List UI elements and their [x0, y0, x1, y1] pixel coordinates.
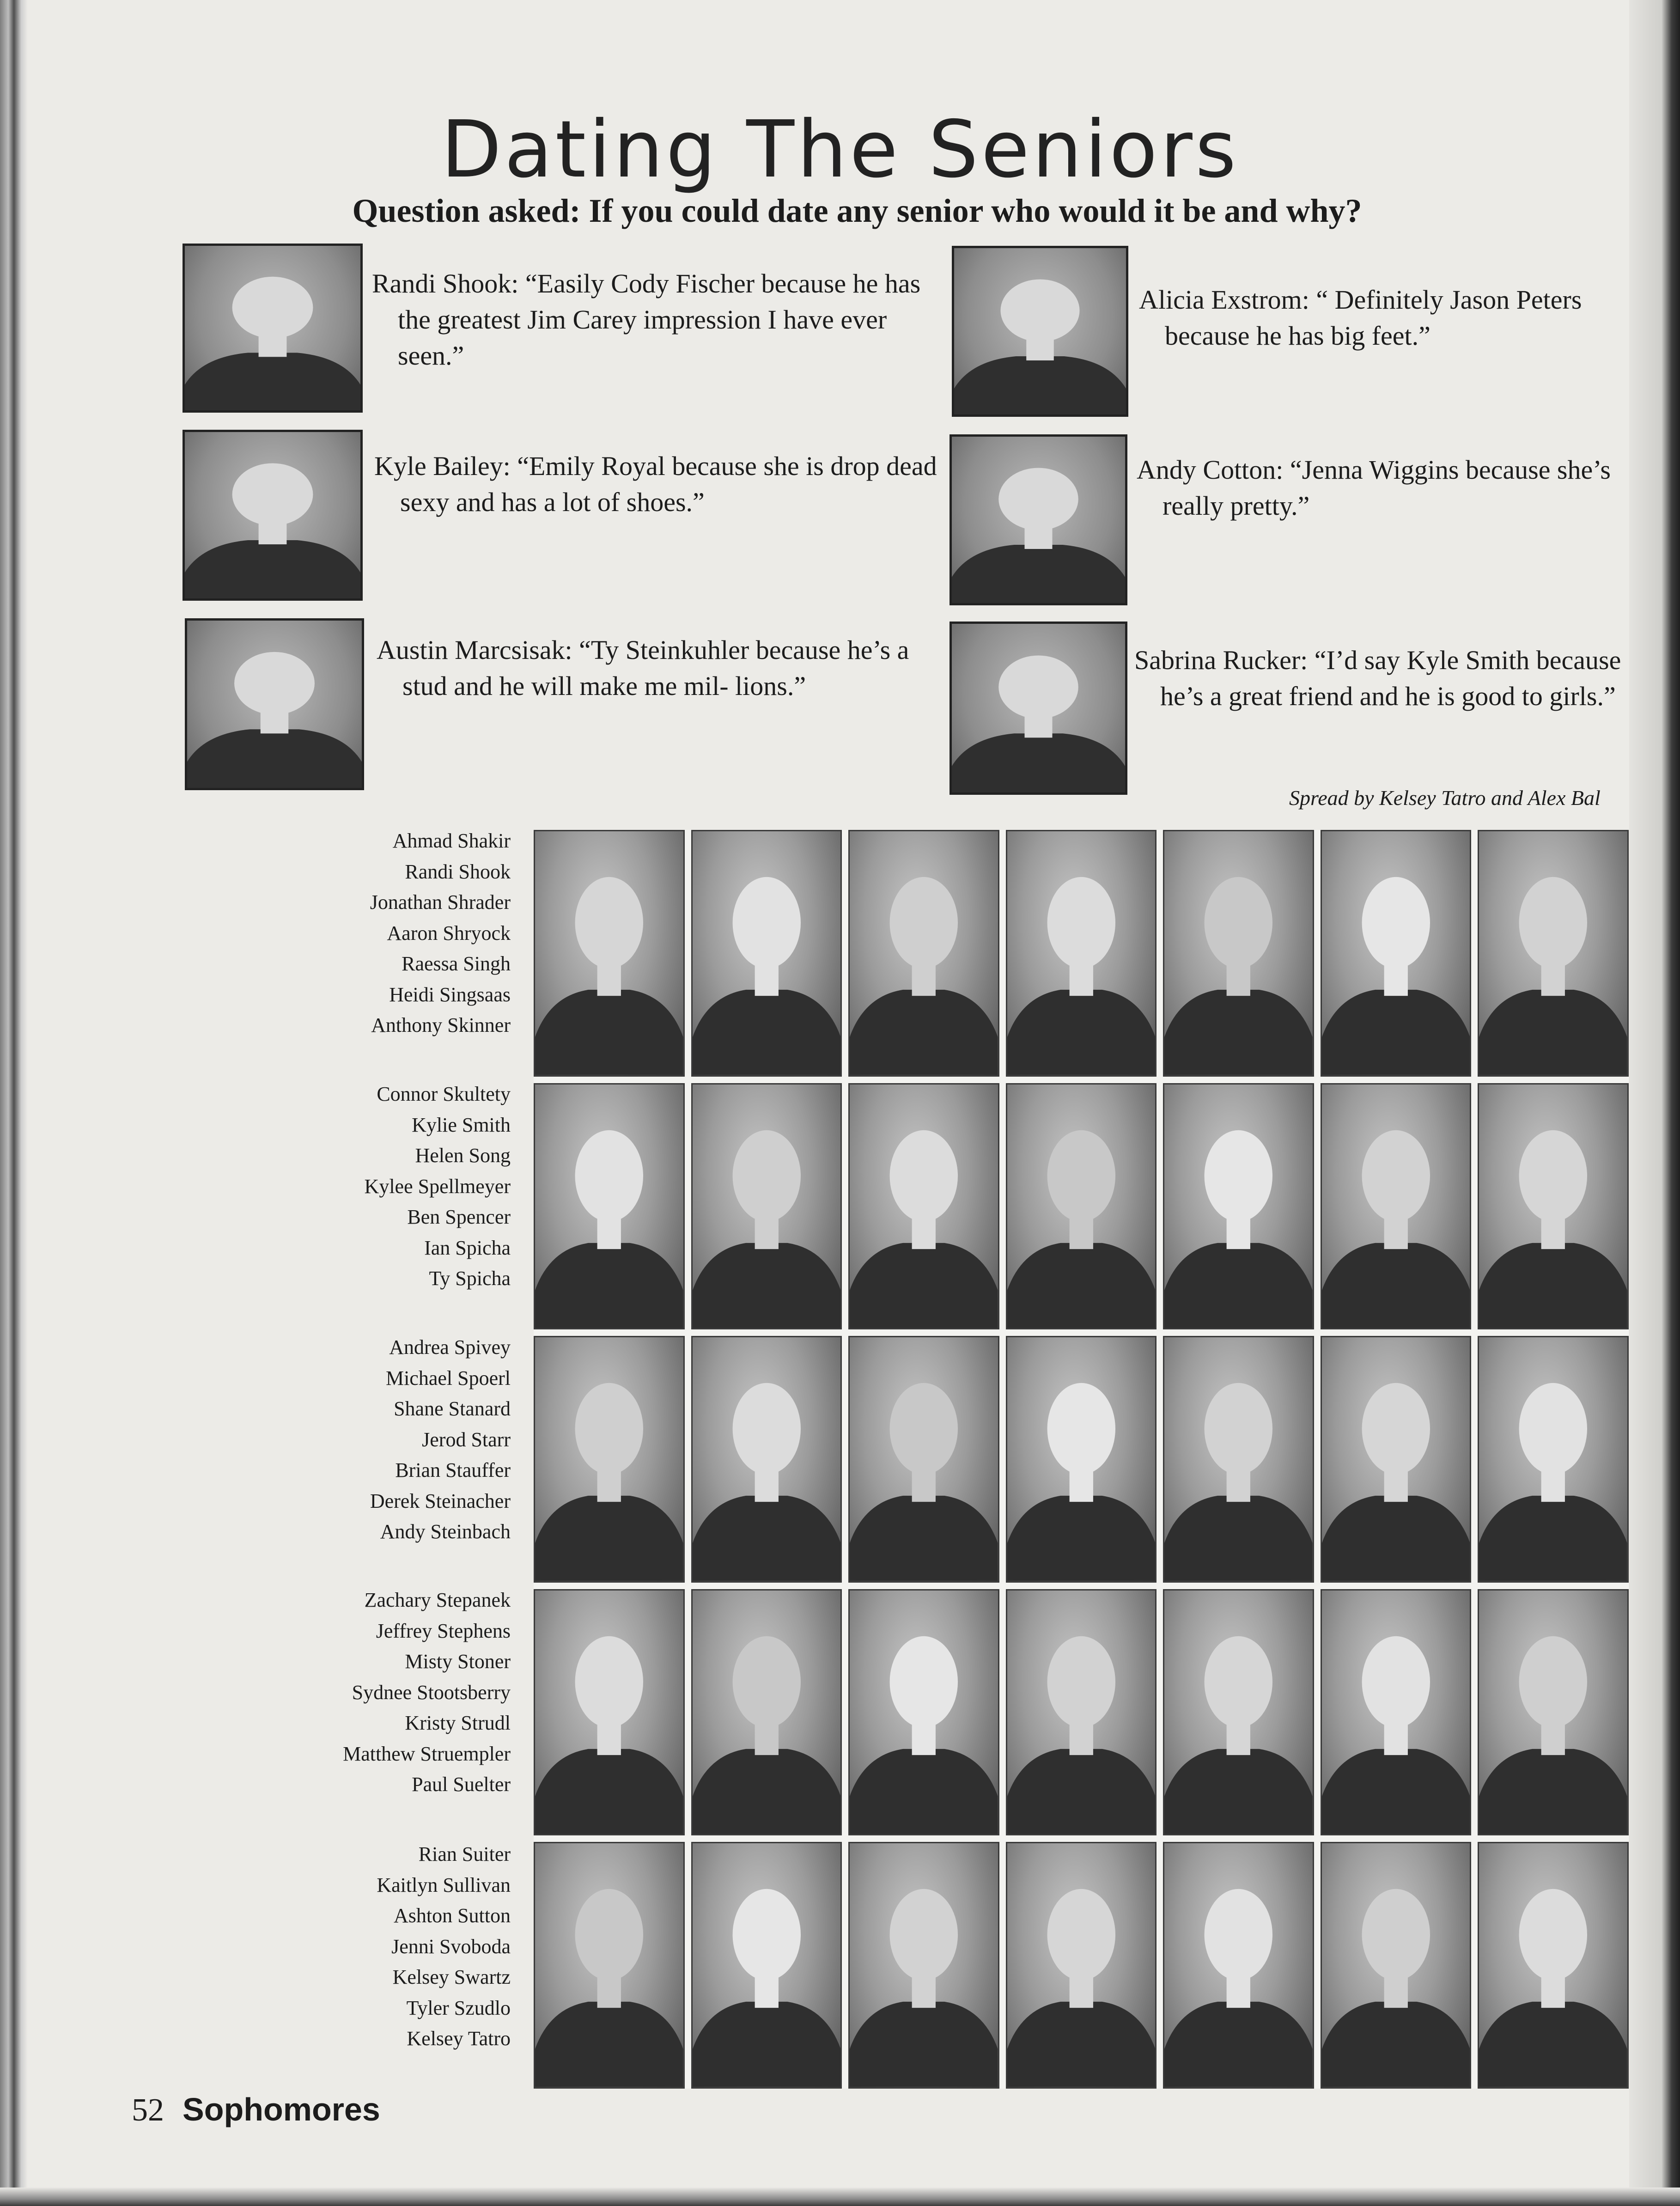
student-portrait [1163, 1083, 1314, 1330]
student-name: Jeffrey Stephens [376, 1619, 511, 1642]
student-portrait [1478, 1589, 1629, 1836]
page-binding-edge [0, 0, 28, 2206]
student-portrait [691, 1336, 842, 1583]
quote-alicia-exstrom: Alicia Exstrom: “ Definitely Jason Peters because he has big feet.” [1139, 285, 1582, 351]
student-portrait [1163, 1589, 1314, 1836]
quote-andy-cotton: Andy Cotton: “Jenna Wiggins because she’s really pretty.” [1137, 455, 1611, 521]
spread-credit: Spread by Kelsey Tatro and Alex Bal [1289, 786, 1601, 810]
student-name: Ben Spencer [407, 1206, 511, 1228]
student-name: Jerod Starr [422, 1428, 511, 1451]
student-portrait [534, 1083, 685, 1330]
student-portrait [1478, 830, 1629, 1077]
student-portrait [848, 830, 999, 1077]
student-name: Sydnee Stootsberry [352, 1681, 511, 1704]
student-portrait [848, 1083, 999, 1330]
student-portrait [1006, 1083, 1157, 1330]
quote-photo-andy-cotton [950, 434, 1127, 605]
name-list-row-4 [259, 1585, 511, 1800]
student-portrait [1006, 1336, 1157, 1583]
student-portrait [848, 1336, 999, 1583]
student-name: Kylie Smith [412, 1113, 511, 1136]
quote-randi-shook: Randi Shook: “Easily Cody Fischer because he has the greatest Jim Carey impression I have ever seen.” [372, 268, 921, 371]
student-portrait [534, 830, 685, 1077]
student-portrait [1006, 1589, 1157, 1836]
name-list-row-5 [259, 1839, 511, 2054]
page-title: Dating The Seniors [441, 104, 1239, 195]
student-name: Derek Steinacher [370, 1489, 511, 1512]
student-portrait [1478, 1842, 1629, 2089]
student-name: Jenni Svoboda [391, 1935, 511, 1958]
student-name: Misty Stoner [405, 1650, 511, 1673]
student-name: Raessa Singh [402, 952, 511, 975]
student-portrait [534, 1589, 685, 1836]
student-name: Ty Spicha [429, 1267, 511, 1290]
student-name: Rian Suiter [418, 1843, 511, 1865]
student-portrait [691, 1083, 842, 1330]
name-list-row-1 [259, 826, 511, 1041]
student-name: Ahmad Shakir [392, 829, 511, 852]
student-name: Connor Skultety [377, 1083, 511, 1105]
student-name: Kelsey Tatro [407, 2027, 511, 2050]
student-portrait [1163, 1842, 1314, 2089]
student-name: Matthew Struempler [343, 1742, 511, 1765]
student-name: Kristy Strudl [405, 1712, 511, 1734]
student-name: Aaron Shryock [387, 921, 511, 945]
student-name: Shane Stanard [394, 1397, 511, 1420]
student-name: Kaitlyn Sullivan [377, 1873, 511, 1896]
page-number: 52 [132, 2092, 164, 2128]
student-portrait [1006, 830, 1157, 1077]
quote-austin-marcsisak: Austin Marcsisak: “Ty Steinkuhler because he’s a stud and he will make me mil- lions.” [377, 635, 909, 701]
student-portrait [1478, 1083, 1629, 1330]
student-name: Brian Stauffer [395, 1459, 511, 1481]
name-list-row-3 [259, 1332, 511, 1548]
student-portrait [691, 1589, 842, 1836]
portrait-grid [534, 830, 1629, 2089]
student-portrait [1478, 1336, 1629, 1583]
name-list-row-2 [259, 1079, 511, 1294]
student-name: Andrea Spivey [389, 1336, 511, 1359]
section-name: Sophomores [183, 2091, 380, 2127]
student-name: Paul Suelter [412, 1773, 511, 1796]
student-name: Anthony Skinner [371, 1014, 511, 1036]
student-name: Andy Steinbach [380, 1520, 511, 1543]
student-name: Zachary Stepanek [364, 1589, 511, 1611]
student-name: Jonathan Shrader [370, 891, 511, 914]
student-name: Kelsey Swartz [392, 1966, 511, 1988]
student-name: Helen Song [415, 1144, 511, 1167]
student-portrait [848, 1589, 999, 1836]
student-portrait [1163, 1336, 1314, 1583]
quote-photo-sabrina-rucker [950, 622, 1127, 795]
student-name: Heidi Singsaas [389, 983, 511, 1006]
student-portrait [1321, 830, 1472, 1077]
student-portrait [1321, 1589, 1472, 1836]
student-portrait [1163, 830, 1314, 1077]
student-name: Tyler Szudlo [406, 1996, 511, 2019]
page-footer [132, 2091, 380, 2129]
student-portrait [1006, 1842, 1157, 2089]
quote-photo-randi-shook [183, 244, 363, 413]
quote-sabrina-rucker: Sabrina Rucker: “I’d say Kyle Smith because he’s a great friend and he is good to girls.” [1134, 645, 1621, 711]
quote-photo-alicia-exstrom [952, 246, 1128, 417]
student-portrait [848, 1842, 999, 2089]
student-portrait [691, 830, 842, 1077]
student-name: Ashton Sutton [393, 1904, 511, 1927]
student-name: Michael Spoerl [385, 1366, 511, 1389]
quote-kyle-bailey: Kyle Bailey: “Emily Royal because she is drop dead sexy and has a lot of shoes.” [374, 451, 937, 517]
student-portrait [1321, 1336, 1472, 1583]
student-portrait [1321, 1842, 1472, 2089]
quote-photo-kyle-bailey [183, 430, 363, 601]
student-portrait [534, 1842, 685, 2089]
student-portrait [534, 1336, 685, 1583]
quote-photo-austin-marcsisak [185, 618, 364, 790]
question-heading: Question asked: If you could date any senior who would it be and why? [352, 192, 1362, 229]
student-portrait [691, 1842, 842, 2089]
page-bottom-edge [0, 2188, 1680, 2206]
student-name: Randi Shook [405, 860, 511, 883]
student-portrait [1321, 1083, 1472, 1330]
student-name: Kylee Spellmeyer [364, 1175, 511, 1198]
student-name: Ian Spicha [424, 1236, 511, 1259]
